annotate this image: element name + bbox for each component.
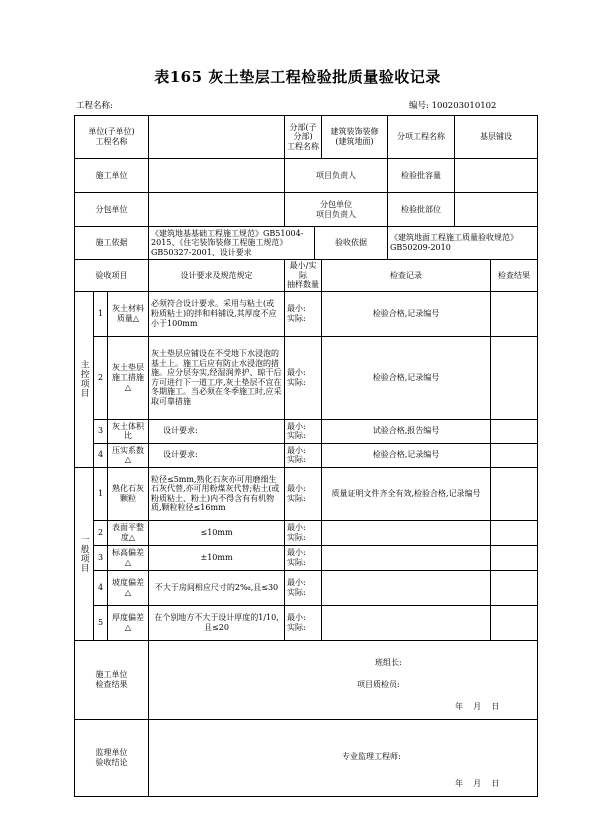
contractor-value[interactable] xyxy=(149,159,285,193)
row-number: 4 xyxy=(94,570,108,605)
supervision-date: 年 月 日 xyxy=(455,778,500,788)
row-requirement: 灰土垫层应铺设在不受地下水浸泡的基土上。施工后应有防止水浸泡的措施。应分层夯实,经湿润养护、晾干后方可进行下一道工序,灰土垫层不宜在冬期施工。当必须在冬季施工时,应采取可靠措施 xyxy=(149,336,285,419)
row-sample[interactable]: 最小: 实际: xyxy=(285,467,322,520)
page-title: 表165 灰土垫层工程检验批质量验收记录 xyxy=(154,68,441,86)
row-result[interactable] xyxy=(491,419,538,443)
row-requirement: 设计要求: xyxy=(149,419,285,443)
row-item-name: 坡度偏差 △ xyxy=(108,570,149,605)
main-row-4 xyxy=(75,443,538,467)
row-number: 4 xyxy=(94,443,108,467)
row-record[interactable]: 试验合格,报告编号 xyxy=(322,419,491,443)
main-row-3 xyxy=(75,419,538,443)
construction-date: 年 月 日 xyxy=(455,701,500,711)
row-item-name: 厚度偏差 △ xyxy=(108,605,149,640)
row-number: 3 xyxy=(94,419,108,443)
construction-check-area[interactable] xyxy=(149,640,538,719)
row-record[interactable]: 检验合格,记录编号 xyxy=(322,291,491,336)
col-item: 验收项目 xyxy=(75,260,149,292)
row-requirement: ≤10mm xyxy=(149,520,285,545)
row-result[interactable] xyxy=(491,605,538,640)
sub-pm-label: 分包单位 项目负责人 xyxy=(285,193,388,227)
row-number: 3 xyxy=(94,545,108,570)
row-record[interactable] xyxy=(322,545,491,570)
row-item-name: 表面平整 度△ xyxy=(108,520,149,545)
col-result: 检查结果 xyxy=(491,260,538,292)
item-name-value[interactable]: 基层铺设 xyxy=(455,116,538,159)
row-number: 1 xyxy=(94,467,108,520)
subcontractor-label: 分包单位 xyxy=(75,193,149,227)
col-sample: 最小/实际 抽样数量 xyxy=(285,260,322,292)
row-item-name: 标高偏差 △ xyxy=(108,545,149,570)
row-number: 2 xyxy=(94,520,108,545)
col-requirement: 设计要求及规范规定 xyxy=(149,260,285,292)
basis-label: 施工依据 xyxy=(75,227,149,260)
row-item-name: 灰土垫层 施工措施 △ xyxy=(108,336,149,419)
row-result[interactable] xyxy=(491,443,538,467)
row-item-name: 压实系数 △ xyxy=(108,443,149,467)
header-row-basis xyxy=(75,227,538,260)
row-record[interactable]: 检验合格,记录编号 xyxy=(322,443,491,467)
row-sample[interactable]: 最小: 实际: xyxy=(285,605,322,640)
project-manager-label: 项目负责人 xyxy=(285,159,388,193)
construction-check-row xyxy=(75,640,538,719)
row-sample[interactable]: 最小: 实际: xyxy=(285,570,322,605)
unit-name-label: 单位(子单位) 工程名称 xyxy=(75,116,149,159)
unit-name-value[interactable] xyxy=(149,116,285,159)
batch-capacity-value[interactable] xyxy=(455,159,538,193)
row-requirement: 在个别地方不大于设计厚度的1/10,且≤20 xyxy=(149,605,285,640)
row-number: 5 xyxy=(94,605,108,640)
subsection-value[interactable]: 建筑装饰装修 (建筑地面) xyxy=(322,116,388,159)
row-sample[interactable]: 最小: 实际: xyxy=(285,336,322,419)
row-requirement: 不大于房间相应尺寸的2‰,且≤30 xyxy=(149,570,285,605)
row-item-name: 熟化石灰 颗粒 xyxy=(108,467,149,520)
main-group-label: 主控项目 xyxy=(75,291,94,467)
supervision-area[interactable] xyxy=(149,719,538,796)
row-number: 1 xyxy=(94,291,108,336)
row-sample[interactable]: 最小: 实际: xyxy=(285,443,322,467)
row-record[interactable] xyxy=(322,570,491,605)
row-record[interactable] xyxy=(322,520,491,545)
batch-part-label: 检验批部位 xyxy=(388,193,455,227)
row-item-name: 灰土体积 比 xyxy=(108,419,149,443)
row-sample[interactable]: 最小: 实际: xyxy=(285,419,322,443)
row-record[interactable] xyxy=(322,605,491,640)
construction-check-label: 施工单位 检查结果 xyxy=(75,640,149,719)
row-number: 2 xyxy=(94,336,108,419)
general-row-3 xyxy=(75,545,538,570)
project-name-label: 工程名称: xyxy=(76,101,113,111)
header-row-contractor xyxy=(75,159,538,193)
row-result[interactable] xyxy=(491,570,538,605)
basis-value: 《建筑地基基础工程施工规范》GB51004-2015、《住宅装饰装修工程施工规范》GB50327-2001、设计要求 xyxy=(149,227,315,260)
quality-inspector-label: 项目质检员: xyxy=(357,679,400,689)
row-requirement: ±10mm xyxy=(149,545,285,570)
row-requirement: 设计要求: xyxy=(149,443,285,467)
header-row-unit xyxy=(75,116,538,159)
subcontractor-value[interactable] xyxy=(149,193,285,227)
row-requirement: 必须符合设计要求。采用与粘土(或粉质粘土)的拌和料铺设,其厚度不应小于100mm xyxy=(149,291,285,336)
general-row-4 xyxy=(75,570,538,605)
supervision-label: 监理单位 验收结论 xyxy=(75,719,149,796)
row-sample[interactable]: 最小: 实际: xyxy=(285,545,322,570)
row-record[interactable]: 检验合格,记录编号 xyxy=(322,336,491,419)
row-result[interactable] xyxy=(491,291,538,336)
row-sample[interactable]: 最小: 实际: xyxy=(285,520,322,545)
item-name-label: 分项工程名称 xyxy=(388,116,455,159)
general-row-1 xyxy=(75,467,538,520)
general-group-label: 一般项目 xyxy=(75,467,94,640)
col-record: 检查记录 xyxy=(322,260,491,292)
contractor-label: 施工单位 xyxy=(75,159,149,193)
row-result[interactable] xyxy=(491,467,538,520)
inspection-form-table xyxy=(74,115,538,797)
header-row-subcontractor xyxy=(75,193,538,227)
row-result[interactable] xyxy=(491,336,538,419)
row-result[interactable] xyxy=(491,520,538,545)
team-leader-label: 班组长: xyxy=(375,657,402,667)
subsection-label: 分部(子分部) 工程名称 xyxy=(285,116,322,159)
accept-basis-label: 验收依据 xyxy=(315,227,388,260)
row-record[interactable]: 质量证明文件齐全有效,检验合格,记录编号 xyxy=(322,467,491,520)
general-row-2 xyxy=(75,520,538,545)
column-header-row xyxy=(75,260,538,292)
supervision-row xyxy=(75,719,538,796)
batch-part-value[interactable] xyxy=(455,193,538,227)
main-row-2 xyxy=(75,336,538,419)
row-item-name: 灰土材料 质量△ xyxy=(108,291,149,336)
document-code: 编号: 100203010102 xyxy=(409,101,497,111)
row-requirement: 粒径≤5mm,熟化石灰亦可用磨细生石灰代替,亦可用粉煤灰代替;粘土(或粉质粘土、粉土)内不得含有有机物质,颗粒粒径≤16mm xyxy=(149,467,285,520)
row-sample[interactable]: 最小: 实际: xyxy=(285,291,322,336)
row-result[interactable] xyxy=(491,545,538,570)
supervision-engineer-label: 专业监理工程师: xyxy=(342,751,401,761)
batch-capacity-label: 检验批容量 xyxy=(388,159,455,193)
accept-basis-value: 《建筑地面工程施工质量验收规范》GB50209-2010 xyxy=(388,227,538,260)
main-row-1 xyxy=(75,291,538,336)
general-row-5 xyxy=(75,605,538,640)
